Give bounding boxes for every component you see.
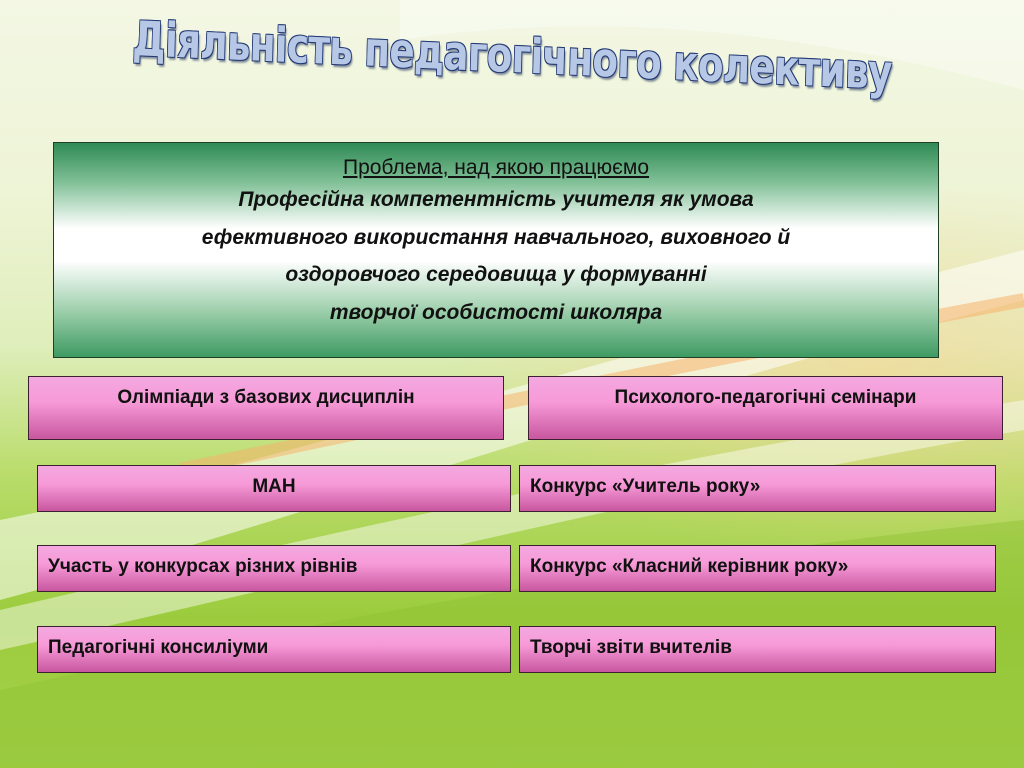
box-class-teacher-contest: Конкурс «Класний керівник року»: [519, 545, 996, 592]
box-olympiads: Олімпіади з базових дисциплін: [28, 376, 504, 440]
problem-line: Професійна компетентність учителя як умова: [238, 188, 754, 211]
box-contests-levels: Участь у конкурсах різних рівнів: [37, 545, 511, 592]
problem-line: оздоровчого середовища у формуванні: [285, 263, 707, 286]
box-seminars: Психолого-педагогічні семінари: [528, 376, 1003, 440]
box-man: МАН: [37, 465, 511, 512]
problem-statement: [96, 181, 896, 331]
problem-line: творчої особистості школяра: [329, 300, 663, 324]
slide-title: Діяльність педагогічного колективу: [131, 11, 893, 101]
box-teacher-contest: Конкурс «Учитель року»: [519, 465, 996, 512]
problem-line: ефективного використання навчального, виховного й: [201, 225, 791, 249]
box-reports: Творчі звіти вчителів: [519, 626, 996, 673]
box-councils: Педагогічні консиліуми: [37, 626, 511, 673]
problem-heading: Проблема, над якою працюємо: [342, 156, 650, 179]
problem-box: [53, 142, 939, 358]
